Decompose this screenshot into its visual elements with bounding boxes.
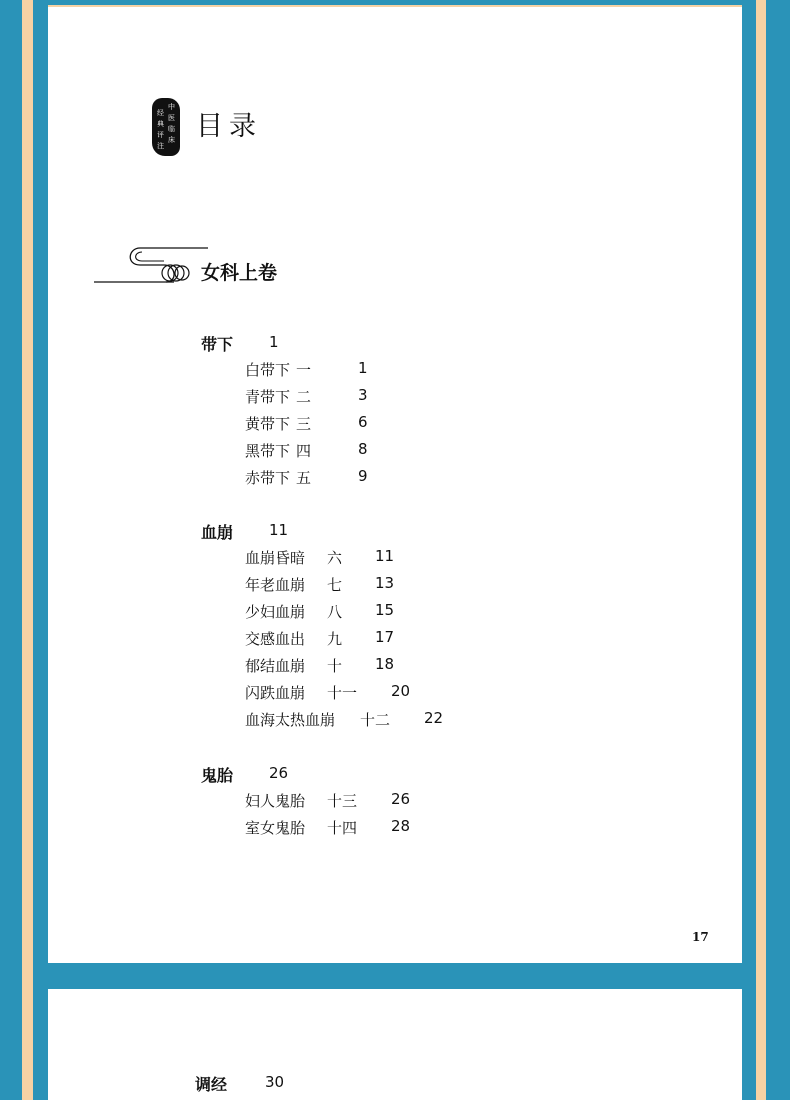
entry-page: 15 [375,601,395,619]
frame-stripe-right-cream [756,0,766,1100]
entry-number: 一 [296,361,312,379]
toc-entry[interactable] [245,440,368,461]
frame-stripe-left-inner [33,0,48,1100]
entry-page: 3 [358,386,368,404]
entry-page: 11 [375,547,395,565]
entry-number: 三 [296,415,312,433]
entry-page: 13 [375,574,395,592]
toc-entry[interactable] [245,386,368,407]
cloud-ornament-icon [92,245,210,287]
entry-number: 二 [296,388,312,406]
entry-title: 黄带下 [245,415,291,433]
frame-stripe-left-cream [22,0,33,1100]
toc-entry[interactable] [245,413,368,434]
entry-title: 少妇血崩 [245,603,306,621]
toc-entry[interactable] [245,628,395,649]
section-title: 血崩 [201,523,234,542]
volume-title: 女科上卷 [201,262,278,284]
frame-stripe-right-inner [742,0,756,1100]
entry-title: 青带下 [245,388,291,406]
entry-page: 6 [358,413,368,431]
entry-page: 8 [358,440,368,458]
toc-entry[interactable] [245,790,411,811]
frame-stripe-left-outer [0,0,22,1100]
seal-stamp-icon: 中 医 临 床 经 典 评 注 [152,98,180,156]
section-page: 30 [265,1073,285,1091]
entry-number: 十 [327,657,343,675]
entry-page: 1 [358,359,368,377]
entry-title: 黑带下 [245,442,291,460]
toc-entry[interactable] [245,601,395,622]
page-divider-band [48,963,742,989]
section-page: 1 [269,333,279,351]
entry-number: 九 [327,630,343,648]
entry-title: 交感血出 [245,630,306,648]
entry-number: 五 [296,469,312,487]
entry-number: 六 [327,549,343,567]
toc-entry[interactable] [245,709,444,730]
entry-title: 年老血崩 [245,576,306,594]
section-page: 11 [269,521,289,539]
section-title: 调经 [195,1075,228,1094]
entry-number: 十一 [327,684,358,702]
entry-number: 八 [327,603,343,621]
entry-page: 22 [424,709,444,727]
entry-title: 室女鬼胎 [245,819,306,837]
toc-entry[interactable] [245,467,368,488]
entry-title: 赤带下 [245,469,291,487]
entry-number: 十四 [327,819,358,837]
toc-entry[interactable] [245,547,395,568]
section-title: 鬼胎 [201,766,234,785]
entry-title: 闪跌血崩 [245,684,306,702]
entry-page: 28 [391,817,411,835]
toc-entry[interactable] [245,359,368,380]
toc-section[interactable] [201,763,289,786]
section-title: 带下 [201,335,234,354]
toc-entry[interactable] [245,655,395,676]
frame-stripe-right-outer [766,0,790,1100]
entry-number: 七 [327,576,343,594]
entry-title: 血海太热血崩 [245,711,336,729]
toc-section[interactable] [195,1072,285,1095]
entry-page: 18 [375,655,395,673]
entry-number: 十二 [360,711,391,729]
entry-title: 血崩昏暗 [245,549,306,567]
next-book-page [48,989,742,1100]
page-number: 17 [692,930,709,944]
entry-title: 郁结血崩 [245,657,306,675]
entry-number: 十三 [327,792,358,810]
entry-title: 妇人鬼胎 [245,792,306,810]
section-page: 26 [269,764,289,782]
entry-number: 四 [296,442,312,460]
toc-entry[interactable] [245,682,411,703]
toc-section[interactable] [201,332,279,355]
toc-section[interactable] [201,520,289,543]
entry-title: 白带下 [245,361,291,379]
toc-entry[interactable] [245,574,395,595]
toc-entry[interactable] [245,817,411,838]
toc-title: 目录 [196,111,262,142]
entry-page: 9 [358,467,368,485]
entry-page: 20 [391,682,411,700]
entry-page: 26 [391,790,411,808]
entry-page: 17 [375,628,395,646]
